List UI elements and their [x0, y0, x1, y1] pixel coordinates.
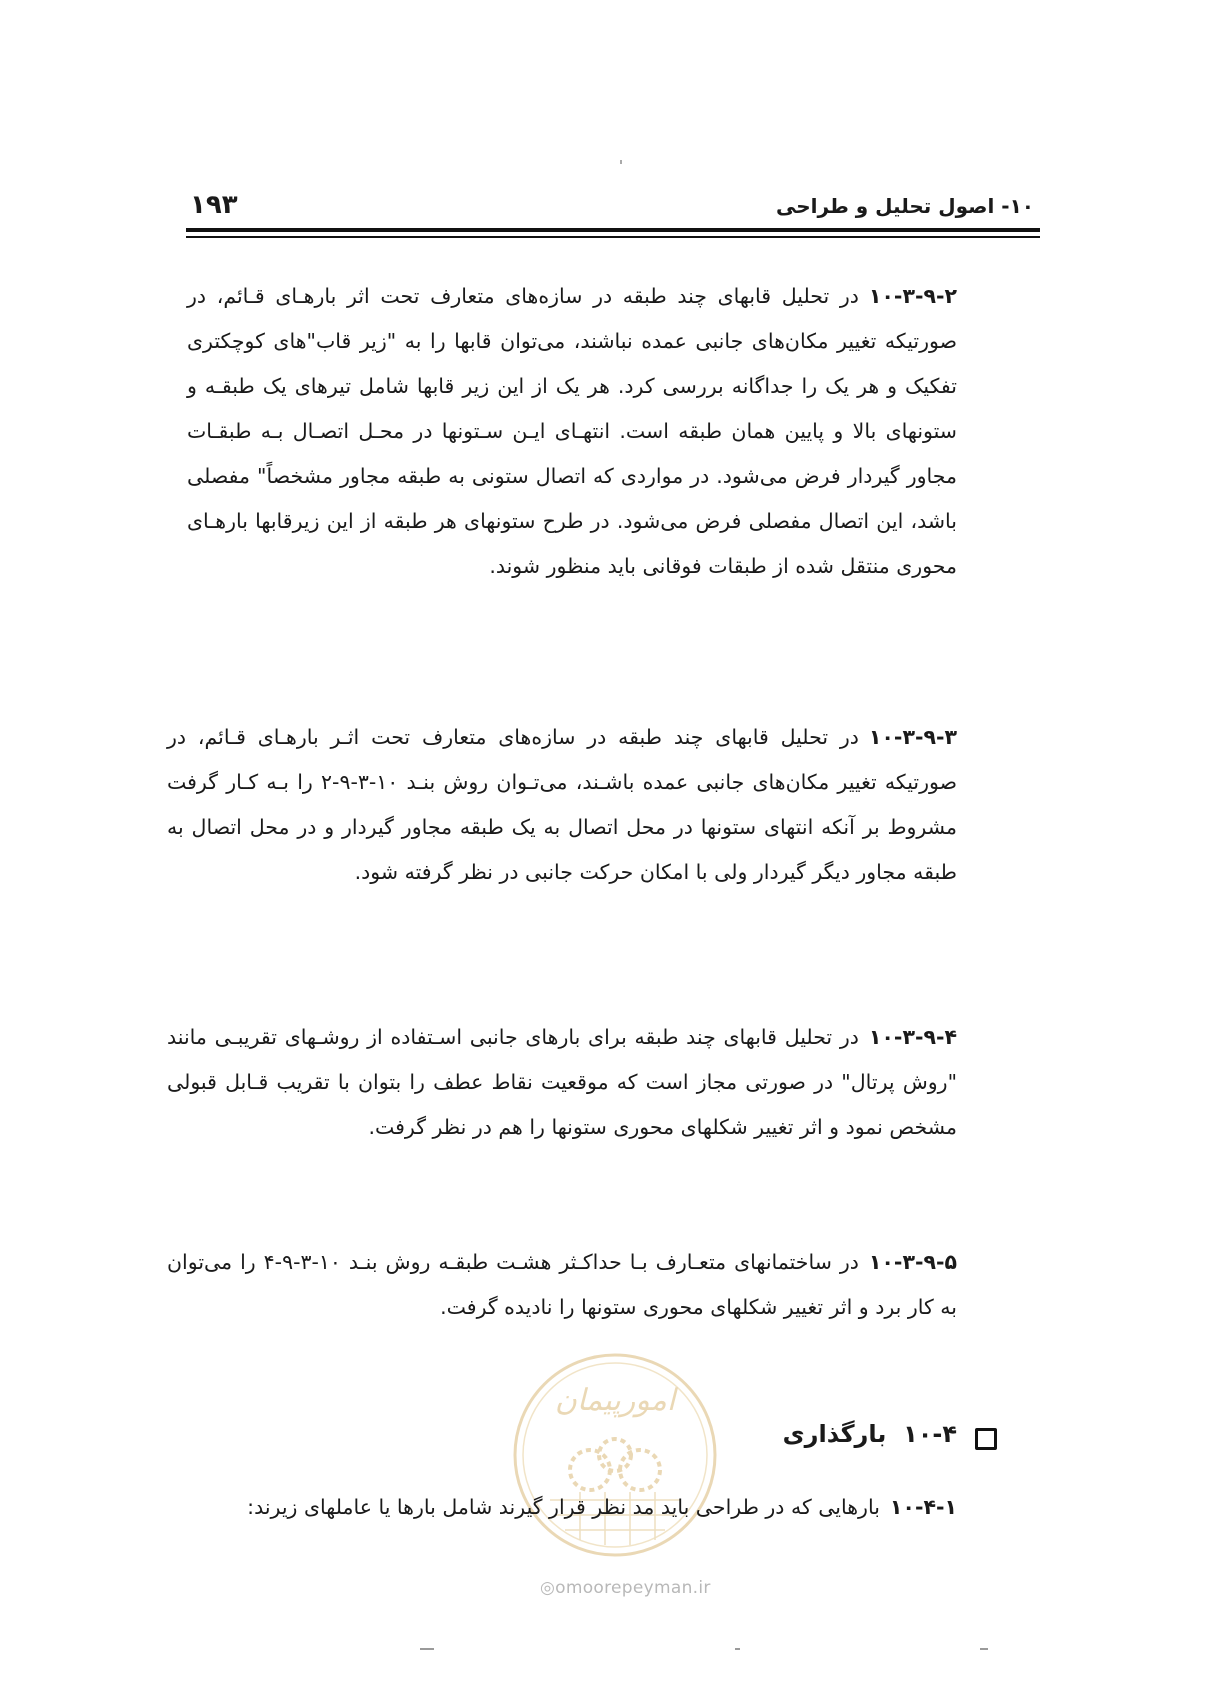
footer-mark — [735, 1648, 740, 1650]
clause-number: ۱۰-۳-۹-۲ — [868, 284, 957, 308]
footer-mark — [980, 1648, 988, 1650]
clause-number: ۱۰-۳-۹-۳ — [868, 725, 957, 749]
clause-text: در تحلیل قابهای چند طبقه برای بارهای جانبی اسـتفاده از روشـهای تقریبـی مانند "روش پرتال" در صورتی مجاز است که موقعیت نقاط عطف را بتوان با تقریب قـابل قبولی مشخص نمود و اثر تغییر شکلهای محوری ستونها را هم در نظر گرفت. — [167, 1025, 957, 1139]
section-heading — [783, 1420, 957, 1448]
footer-mark — [420, 1648, 434, 1650]
section-title: بارگذاری — [782, 1420, 887, 1448]
watermark-url: ◎omoorepeyman.ir — [540, 1578, 711, 1598]
clause-number: ۱۰-۴-۱ — [889, 1495, 957, 1519]
clause-text: در ساختمانهای متعـارف بـا حداکـثر هشـت طبقـه روش بنـد ۱۰-۳-۹-۴ را می‌توان به کار برد و اثر تغییر شکلهای محوری ستونها را نادیده گرفت. — [167, 1250, 957, 1319]
clause-text: در تحلیل قابهای چند طبقه در سازه‌های متعارف تحت اثـر بارهـای قـائم، در صورتیکه تغییر مکان‌های جانبی عمده باشـند، می‌تـوان روش بنـد ۱۰-۳-۹-۲ را بـه کـار گرفت مشروط بر آنکه انتهای ستونها در محل اتصال به یک طبقه مجاور گیردار و در محل اتصال به طبقه مجاور دیگر گیردار ولی با امکان حرکت جانبی در نظر گرفته شود. — [167, 725, 957, 884]
paragraph-10-3-9-3 — [167, 715, 957, 895]
paragraph-10-3-9-2 — [187, 274, 957, 589]
paragraph-10-3-9-5 — [167, 1240, 957, 1330]
clause-text: بارهایی که در طراحی باید مد نظر قرار گیرند شامل بارها یا عاملهای زیرند: — [247, 1495, 880, 1519]
page-number: ۱۹۳ — [190, 190, 238, 220]
running-title: ۱۰- اصول تحلیل و طراحی — [776, 194, 1034, 218]
clause-number: ۱۰-۳-۹-۵ — [868, 1250, 957, 1274]
watermark-url-text: omoorepeyman.ir — [555, 1578, 711, 1598]
svg-text:امورپیمان: امورپیمان — [554, 1383, 676, 1418]
header-rule — [186, 228, 1040, 232]
paragraph-10-4-1 — [167, 1485, 957, 1530]
clause-number: ۱۰-۳-۹-۴ — [868, 1025, 957, 1049]
paragraph-10-3-9-4 — [167, 1015, 957, 1150]
checkbox-icon — [975, 1428, 997, 1450]
clause-text: در تحلیل قابهای چند طبقه در سازه‌های متعارف تحت اثر بارهـای قـائم، در صورتیکه تغییر مکان‌های جانبی عمده نباشند، می‌توان قابها را به "زیر قاب"های کوچکتری تفکیک و هر یک را جداگانه بررسی کرد. هر یک از این زیر قابها شامل تیرهای یک طبقـه و ستونهای بالا و پایین همان طبقه است. انتهـای ایـن سـتونها در محـل اتصـال بـه طبقـات مجاور گیردار فرض می‌شود. در مواردی که اتصال ستونی به طبقه مجاور مشخصاً" مفصلی باشد، این اتصال مفصلی فرض می‌شود. در طرح ستونهای هر طبقه از این زیرقابها بارهـای محوری منتقل شده از طبقات فوقانی باید منظور شوند. — [187, 284, 957, 578]
scan-mark — [620, 160, 622, 164]
header-rule-thin — [186, 236, 1040, 238]
section-number: ۱۰-۴ — [903, 1420, 957, 1448]
